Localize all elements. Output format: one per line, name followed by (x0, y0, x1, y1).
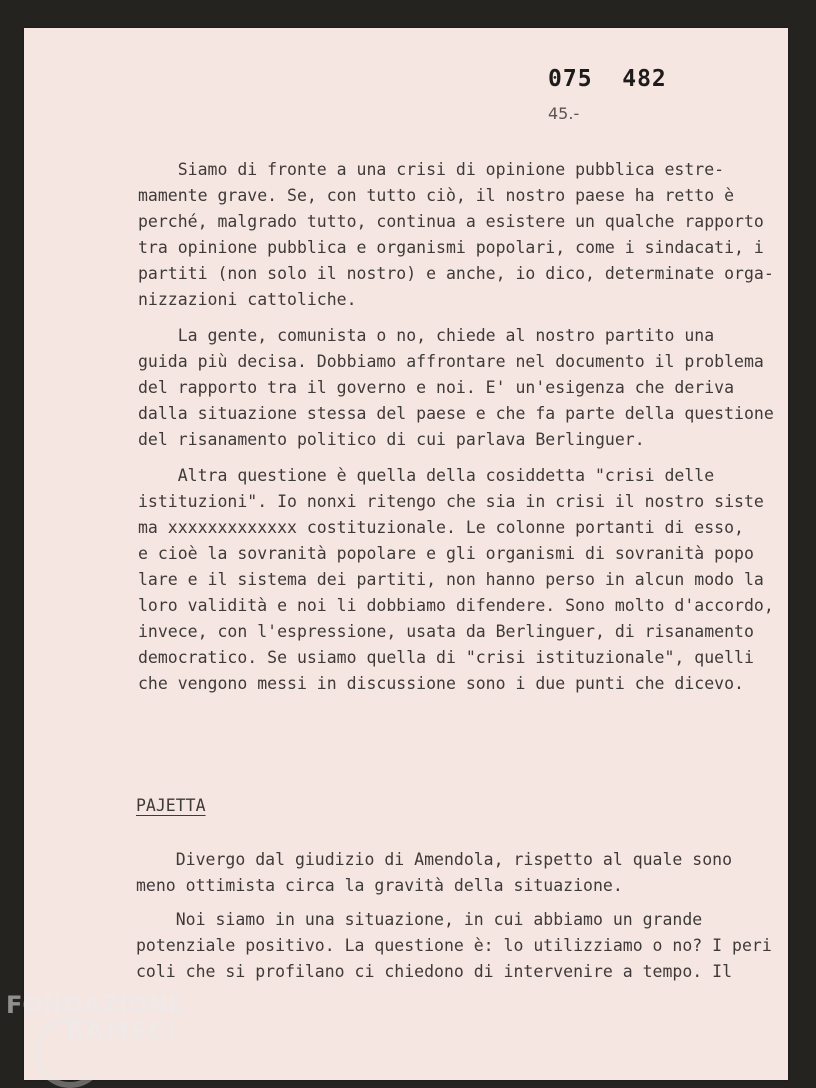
text-line: Noi siamo in una situazione, in cui abbiamo un grande (136, 910, 703, 929)
text-line: istituzioni". Io nonxi ritengo che sia in crisi il nostro siste (138, 492, 764, 511)
text-line: potenziale positivo. La questione è: lo utilizziamo o no? I peri (136, 936, 772, 955)
text-line: meno ottimista circa la gravità della situazione. (136, 876, 623, 895)
text-line: invece, con l'espressione, usata da Berlinguer, di risanamento (138, 622, 754, 641)
text-line: Altra questione è quella della cosiddetta "crisi delle (138, 466, 715, 485)
text-line: La gente, comunista o no, chiede al nostro partito una (138, 326, 715, 345)
text-line: loro validità e noi li dobbiamo difendere. Sono molto d'accordo, (138, 596, 774, 615)
watermark-line-1: FONDAZIONE (6, 991, 185, 1019)
text-line: tra opinione pubblica e organismi popolari, come i sindacati, i (138, 238, 764, 257)
text-line: Siamo di fronte a una crisi di opinione pubblica estre- (138, 160, 725, 179)
text-line: e cioè la sovranità popolare e gli organismi di sovranità popo (138, 544, 754, 563)
watermark-logo (6, 992, 185, 1044)
text-line: guida più decisa. Dobbiamo affrontare nel documento il problema (138, 352, 764, 371)
text-line: che vengono messi in discussione sono i due punti che dicevo. (138, 674, 744, 693)
text-line: del risanamento politico di cui parlava Berlinguer. (138, 430, 645, 449)
watermark-line-2: RAMSCI (66, 1017, 177, 1045)
text-line: democratico. Se usiamo quella di "crisi istituzionale", quelli (138, 648, 754, 667)
speaker-heading: PAJETTA (136, 796, 206, 815)
text-line: ma xxxxxxxxxxxxx costituzionale. Le colonne portanti di esso, (138, 518, 744, 537)
text-line: nizzazioni cattoliche. (138, 290, 357, 309)
text-line: coli che si profilano ci chiedono di intervenire a tempo. Il (136, 962, 733, 981)
text-line: lare e il sistema dei partiti, non hanno perso in alcun modo la (138, 570, 764, 589)
text-line: partiti (non solo il nostro) e anche, io dico, determinate orga- (138, 264, 774, 283)
text-line: mamente grave. Se, con tutto ciò, il nostro paese ha retto è (138, 186, 735, 205)
text-line: Divergo dal giudizio di Amendola, rispetto al quale sono (136, 850, 733, 869)
text-line: dalla situazione stessa del paese e che fa parte della questione (138, 404, 774, 423)
page-number: 45.- (548, 104, 580, 123)
text-line: perché, malgrado tutto, continua a esistere un qualche rapporto (138, 212, 764, 231)
archive-number: 075 482 (548, 66, 667, 92)
text-line: del rapporto tra il governo e noi. E' un'esigenza che deriva (138, 378, 735, 397)
